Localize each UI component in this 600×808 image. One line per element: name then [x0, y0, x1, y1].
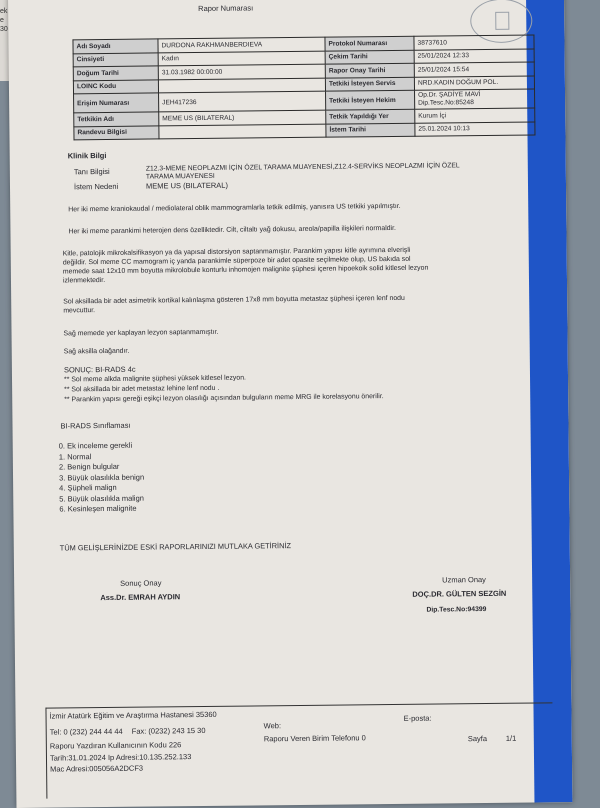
findings-paragraph-3-line1: Kitle, patolojik mikrokalsifikasyon ya da yapısal distorsiyon saptanmamıştır. Parankim yapısı kitle ayrımına elverişli [62, 246, 411, 258]
result-note-1: ** Sol meme alkda malignite şüphesi yüksek kitlesel lezyon. [63, 374, 246, 384]
birads-list [59, 441, 145, 515]
table-label: Cinsiyeti [73, 52, 158, 66]
findings-paragraph-3-line3: memede saat 12x10 mm boyutta mikrolobule konturlu inhomojen malignite şüphesi içeren hipoekoik solid kitlesel lezyon [62, 264, 429, 276]
request-reason-label: İstem Nedeni [73, 181, 119, 192]
request-reason-value: MEME US (BILATERAL) [145, 180, 229, 191]
requesting-doctor-dip: Dip.Tesc.No:85248 [418, 99, 474, 107]
table-value: Kurum İçi [415, 108, 535, 123]
table-value: Kadın [158, 51, 325, 66]
report-number-heading: Rapor Numarası [198, 3, 254, 14]
table-value: MEME US (BILATERAL) [159, 110, 326, 125]
table-value: DURDONA RAKHMANBERDIEVA [158, 37, 325, 52]
footer-phone: Tel: 0 (232) 244 44 44 [49, 726, 123, 737]
approver-name-right: DOÇ.DR. GÜLTEN SEZGİN [412, 588, 507, 599]
bring-reports-notice: TÜM GELİŞLERİNİZDE ESKİ RAPORLARINIZI MUTLAKA GETİRİNİZ [59, 541, 292, 553]
table-value: 25/01/2024 15:54 [414, 62, 534, 77]
table-label: Adı Soyadı [73, 39, 158, 53]
approval-role-left: Sonuç Onay [120, 578, 162, 588]
scrap-text-1: ek [0, 8, 8, 15]
footer-web: Web: [263, 721, 282, 731]
footer-hospital: İzmir Atatürk Eğitim ve Araştırma Hastanesi 35360 [49, 709, 217, 721]
footer-email: E-posta: [403, 713, 432, 723]
findings-paragraph-3-line2: değildir. Sol meme CC mamogram iç yanda parankimle süperpoze bir adet opasite seçilmekte olup, US bakıda sol [62, 255, 411, 267]
findings-paragraph-5: Sağ memede yer kaplayan lezyon saptanmamıştır. [63, 328, 219, 338]
approval-role-right: Uzman Onay [442, 575, 486, 585]
table-value: NRD.KADIN DOĞUM POL. [414, 75, 534, 90]
table-value: JEH417236 [159, 91, 326, 112]
requesting-doctor: Op.Dr. ŞADİYE MAVİ [418, 91, 481, 99]
diagnosis-value-line1: Z12.3-MEME NEOPLAZMI İÇİN ÖZEL TARAMA MUAYENESİ,Z12.4-SERVİKS NEOPLAZMI İÇİN ÖZEL [145, 162, 460, 173]
birads-title: BI-RADS Sınıflaması [60, 420, 131, 431]
scrap-text-2: e [0, 17, 4, 24]
footer-date-ip: Tarih:31.01.2024 Ip Adresi:10.135.252.133 [49, 752, 192, 763]
list-item: 5. Büyük olasılıkla malign [59, 493, 144, 503]
findings-paragraph-4-line2: mevcuttur. [63, 307, 96, 315]
table-value [415, 89, 535, 109]
diagnosis-value-line2: TARAMA MUAYENESI [145, 172, 215, 181]
table-label: Tetkikin Adı [74, 112, 159, 126]
list-item: 6. Kesinleşen malignite [59, 503, 137, 514]
table-label: İstem Tarihi [326, 123, 415, 137]
table-label: Protokol Numarası [325, 36, 414, 50]
footer-unit-phone: Raporu Veren Birim Telefonu 0 [263, 733, 366, 744]
clinical-info-title: Klinik Bilgi [67, 150, 107, 161]
report-paper [8, 0, 572, 808]
footer-mac: Mac Adresi:005056A2DCF3 [50, 763, 144, 774]
table-label: Tetkiki İsteyen Hekim [326, 90, 415, 110]
table-label: Erişim Numarası [74, 93, 159, 113]
result-note-2: ** Sol aksillada bir adet metastaz lehine lenf nodu . [64, 384, 220, 394]
scrap-text-3: 30 [0, 26, 8, 33]
result-note-3: ** Parankim yapısı gereği eşikçi lezyon olasılığı açısından bulguların meme MRG ile korelasyonu önerilir. [64, 393, 384, 404]
table-label: Doğum Tarihi [73, 66, 158, 80]
findings-paragraph-1: Her iki meme kraniokaudal / mediolateral oblik mammogramlarla tetkik edilmiş, yanısıra US tetkiki yapılmıştır. [68, 202, 401, 214]
findings-paragraph-4-line1: Sol aksillada bir adet asimetrik kortikal kalınlaşma gösteren 17x8 mm boyutta metastaz şüphesi içeren lenf nodu [63, 294, 405, 306]
footer-page-label: Sayfa [467, 734, 488, 744]
table-label: LOINC Kodu [73, 79, 158, 93]
table-value: 25.01.2024 10:13 [415, 121, 535, 136]
diagnosis-label: Tanı Bilgisi [73, 166, 110, 177]
patient-info-table [72, 34, 535, 140]
table-label: Tetkik Yapıldığı Yer [326, 109, 415, 123]
table-label: Rapor Onay Tarihi [325, 63, 414, 77]
footer-fax: Fax: (0232) 243 15 30 [131, 725, 206, 736]
list-item: 4. Şüpheli malign [59, 482, 117, 493]
list-item: 3. Büyük olasılıkla benign [58, 472, 145, 482]
approver-dip-number: Dip.Tesc.No:94399 [426, 606, 487, 614]
table-value: 38737610 [414, 35, 534, 50]
table-value [159, 124, 326, 139]
list-item: 1. Normal [58, 451, 92, 461]
table-label: Tetkiki İsteyen Servis [325, 77, 414, 91]
table-label: Randevu Bilgisi [74, 125, 159, 139]
approver-name-left: Ass.Dr. EMRAH AYDIN [100, 592, 181, 603]
findings-paragraph-6: Sağ aksilla olağandır. [63, 347, 130, 356]
footer-page-number: 1/1 [505, 733, 517, 743]
findings-paragraph-2: Her iki meme parankimi heterojen dens özelliktedir. Cilt, ciltaltı yağ dokusu, areola/papilla ilişkileri normaldir. [68, 224, 396, 236]
footer-user-code: Raporu Yazdıran Kullanıcının Kodu 226 [49, 740, 182, 751]
result-birads: SONUÇ: BI-RADS 4c [63, 364, 136, 375]
table-value: 25/01/2024 12:33 [414, 48, 534, 63]
table-label: Çekim Tarihi [325, 50, 414, 64]
findings-paragraph-3-line4: izlenmektedir. [62, 276, 106, 285]
list-item: 2. Benign bulgular [58, 461, 120, 472]
list-item: 0. Ek inceleme gerekli [58, 440, 133, 451]
table-value: 31.03.1982 00:00:00 [158, 64, 325, 79]
